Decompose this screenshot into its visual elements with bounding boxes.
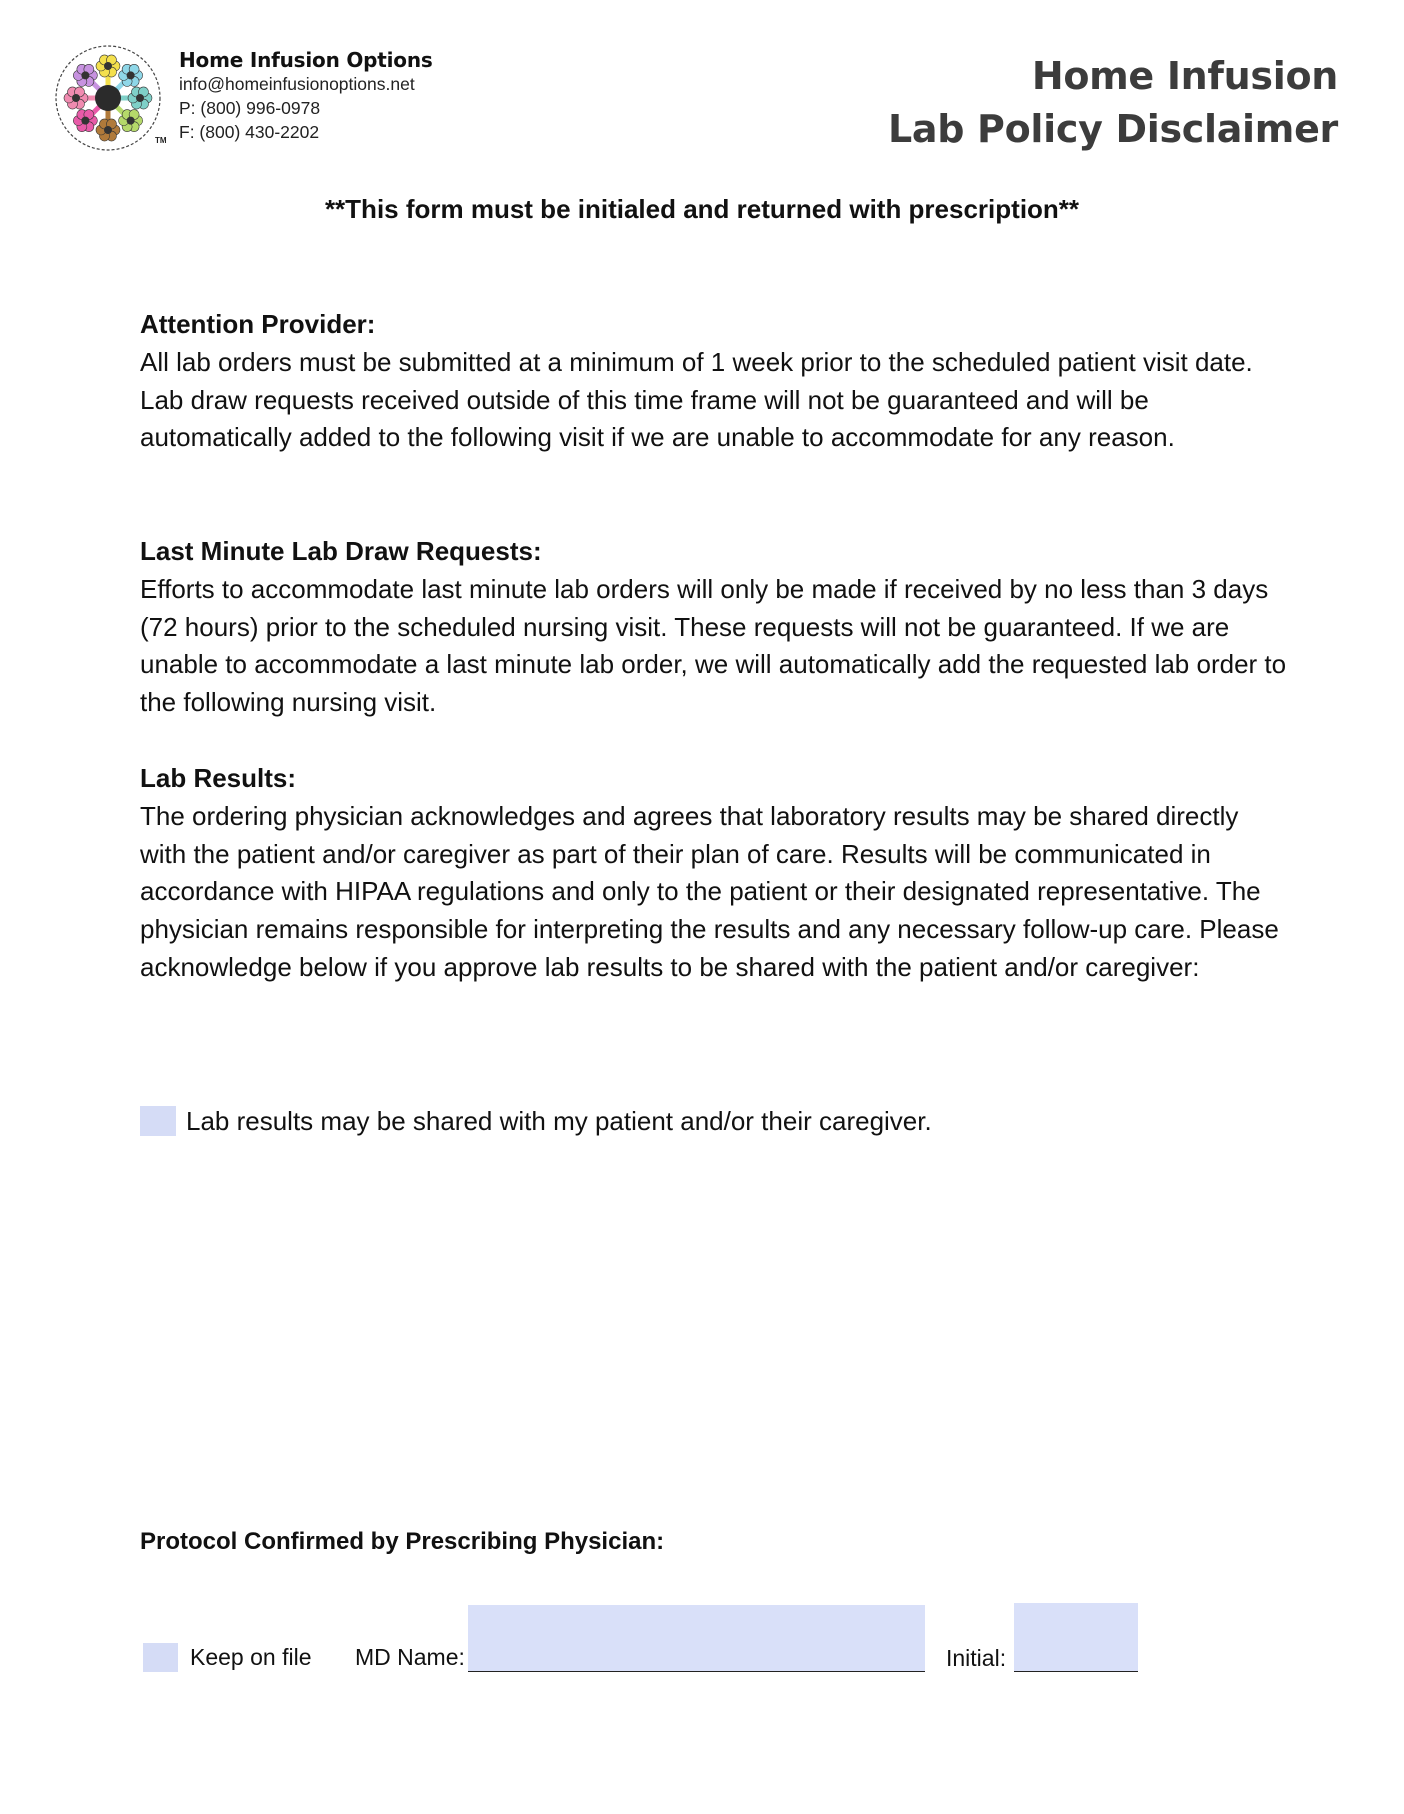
share-results-checkbox[interactable]	[140, 1106, 176, 1136]
logo-flower-center	[136, 94, 144, 102]
trademark-mark: TM	[155, 136, 167, 145]
section-paragraph: All lab orders must be submitted at a minimum of 1 week prior to the scheduled patient visit date. Lab draw requests received outside of this time frame will not be guaranteed and will be automatically added to the following visit if we are unable to accommodate for any reason.	[140, 346, 1253, 453]
logo-flower-center	[127, 71, 135, 79]
keep-on-file-checkbox[interactable]	[143, 1643, 178, 1672]
logo-flower-center	[104, 126, 112, 134]
logo-flower-center	[72, 94, 80, 102]
company-logo	[52, 42, 164, 154]
logo-flower-center	[81, 117, 89, 125]
md-name-label: MD Name:	[355, 1644, 465, 1670]
section-heading: Lab Results:	[140, 763, 297, 793]
company-email: info@homeinfusionoptions.net	[179, 74, 415, 94]
title-line-2: Lab Policy Disclaimer	[887, 107, 1338, 151]
section-paragraph: Efforts to accommodate last minute lab orders will only be made if received by no less than 3 days (72 hours) prior to the scheduled nursing visit. These requests will not be guaranteed. If we are unable to accommodate a last minute lab order, we will automatically add the requested lab order to the following nursing visit.	[140, 573, 1287, 718]
section-heading: Attention Provider:	[140, 309, 376, 339]
company-info	[179, 50, 433, 148]
company-phone: P: (800) 996-0978	[179, 98, 321, 118]
initial-label: Initial:	[946, 1645, 1007, 1671]
form-notice: **This form must be initialed and returned with prescription**	[324, 194, 1080, 224]
flower-cluster-icon	[56, 46, 160, 150]
logo-flower-center	[127, 117, 135, 125]
company-fax: F: (800) 430-2202	[179, 122, 320, 142]
keep-on-file-label: Keep on file	[190, 1644, 312, 1670]
protocol-heading: Protocol Confirmed by Prescribing Physician:	[140, 1528, 665, 1555]
section-attention-provider	[140, 306, 1290, 457]
logo-flower-center	[81, 71, 89, 79]
title-line-1: Home Infusion	[1031, 54, 1338, 98]
md-name-field[interactable]	[468, 1605, 925, 1672]
company-name: Home Infusion Options	[179, 48, 433, 72]
share-results-option	[140, 1106, 932, 1136]
section-heading: Last Minute Lab Draw Requests:	[140, 536, 542, 566]
section-lab-results	[140, 760, 1290, 987]
section-paragraph: The ordering physician acknowledges and agrees that laboratory results may be shared directly with the patient and/or caregiver as part of their plan of care. Results will be communicated in accordance with HIPAA regulations and only to the patient or their designated representative. The physician remains responsible for interpreting the results and any necessary follow-up care. Please acknowledge below if you approve lab results to be shared with the patient and/or caregiver:	[140, 800, 1279, 982]
logo-flower-center	[104, 62, 112, 70]
section-last-minute-requests	[140, 533, 1290, 722]
share-results-label: Lab results may be shared with my patient and/or their caregiver.	[186, 1105, 932, 1136]
document-title	[888, 50, 1338, 156]
initial-field[interactable]	[1014, 1603, 1138, 1672]
